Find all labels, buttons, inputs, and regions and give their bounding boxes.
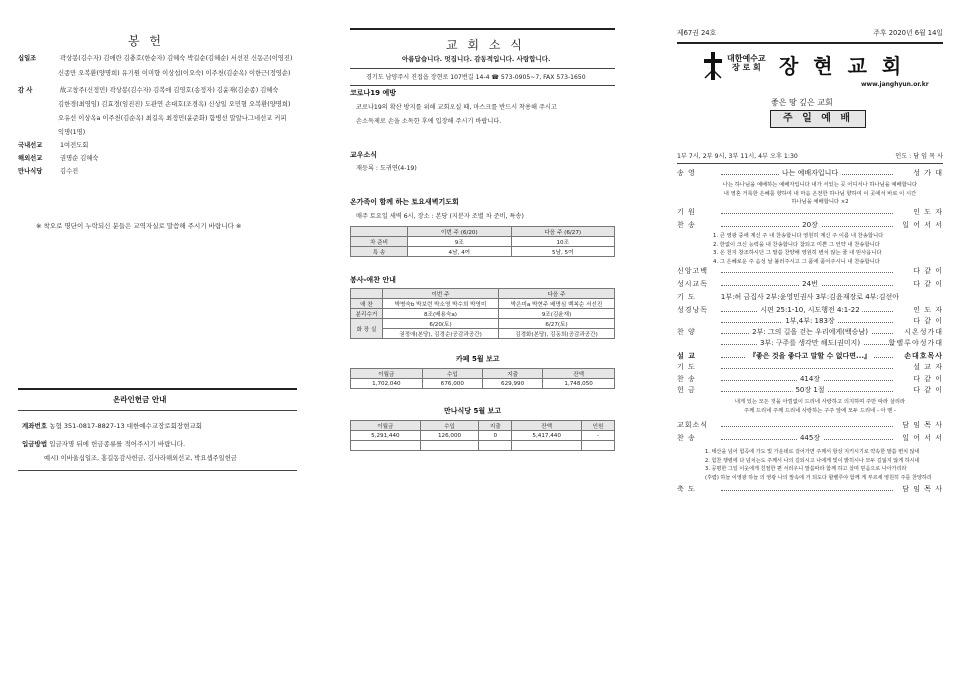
worship-times: 1부 7시, 2부 9시, 3부 11시, 4부 오후 1:30: [677, 153, 798, 160]
table-row: [351, 379, 615, 389]
table-header-row: [351, 289, 615, 299]
hymn-verse: 3. 온 천지 창조하시던 그 말씀 찬양해 영원히 변치 않는 줄 내 믿사옵니다: [713, 250, 882, 256]
table-cell: 9조(김윤재): [499, 309, 615, 319]
account-label: 계좌번호: [22, 422, 48, 430]
table-cell: 0: [479, 431, 512, 441]
table-cell: 1,748,050: [543, 379, 615, 389]
leader-dots: [721, 272, 893, 273]
offering-row-manna: [18, 166, 297, 178]
table-header: 수입: [422, 369, 482, 379]
account-number: 농협 351-0817-8827-13 대한예수교장로회장현교회: [49, 422, 203, 430]
worship-order-row: [677, 220, 943, 231]
order-item-label: 헌 금: [677, 386, 696, 394]
divider: [677, 42, 943, 44]
worship-order-row: [677, 351, 943, 362]
order-item-content: 『좋은 것을 좋다고 말할 수 없다면...』: [746, 351, 874, 362]
manna-report-title: 만나식당 5월 보고: [444, 407, 502, 415]
offering-label: 해외선교: [18, 155, 43, 162]
order-item-label: 찬 양: [677, 328, 696, 336]
prayer-table: [350, 226, 615, 257]
table-header: 다음 주 (6/27): [511, 227, 614, 237]
table-row: [351, 247, 615, 257]
table-cell: [582, 441, 615, 451]
table-header: 다음 주: [499, 289, 615, 299]
table-header: 잔액: [543, 369, 615, 379]
closing-hymn-verse: 2. 힘찬 행렬에 다 넘치는도 주께서 나의 길되시고 나에게 빛이 밝히시나 모두 길잃지 않게 하시네: [705, 457, 920, 464]
offering-hymn-line: 내게 있는 모든 것을 아낌없이 드리네 사랑하고 의지하며 주만 따라 살리라: [734, 399, 906, 405]
table-cell: 박병숙b 박보련 박소영 박수희 박영미: [382, 299, 498, 309]
leader-dots: [721, 213, 893, 214]
worship-order-row: [677, 374, 943, 385]
worship-order-row: [677, 266, 943, 277]
table-row: [351, 309, 615, 319]
closing-hymn-verse: 1. 태산을 넘어 험곡에 가도 빛 가운데로 걸어가면 주께서 항상 지키시기로 약속한 말씀 변치 않네: [705, 449, 920, 455]
denomination-line: 장 로 회: [731, 63, 761, 72]
closing-hymn-verse: (후렴) 하늘 이영광 하늘 의 영광 나의 맘속에 거 되도다 할렐루야 함께 게 부르세 영원히 주를 찬양하리: [705, 474, 932, 481]
order-item-leader: 설 교 자: [913, 363, 943, 371]
table-cell: 애 찬: [351, 299, 383, 309]
service-table: [350, 288, 615, 339]
offering-names: 1여전도회: [60, 142, 89, 149]
song-lyric: 나는 하나님을 예배하는 예배자입니다 내가 서있는 곳 어디서나 하나님을 예배합니다: [722, 182, 918, 188]
denomination-logo: [727, 54, 766, 72]
order-item-leader: 담 임 목 사: [902, 421, 943, 429]
offering-column: [0, 0, 305, 679]
table-row: [351, 237, 615, 247]
worship-order-row: [677, 362, 943, 373]
worship-order-row: [677, 207, 943, 218]
order-item-label: 찬 송: [677, 434, 696, 442]
table-header: [351, 289, 383, 299]
offering-names: 권명순 김혜숙: [60, 155, 99, 162]
table-header-row: [351, 369, 615, 379]
order-item-leader: 인 도 자: [913, 208, 943, 216]
order-item-leader: 성 가 대: [913, 169, 943, 177]
order-item-content: 나는 예배자입니다: [779, 168, 841, 179]
divider: [350, 85, 615, 86]
leader-dots: [721, 490, 893, 491]
offering-title: 봉 헌: [128, 34, 164, 48]
cafe-report-title: 카페 5월 보고: [456, 355, 500, 363]
table-cell: 화 장 실: [351, 319, 383, 339]
order-item-content: 1부,4부: 183장: [782, 316, 837, 327]
order-item-leader: 시온성가대: [904, 328, 943, 336]
leader-dots: [721, 426, 893, 427]
method-text: 입금자명 뒤에 헌금종류를 적어주시기 바랍니다.: [49, 440, 186, 448]
church-url: www.janghyun.or.kr: [861, 81, 929, 88]
method-row: [22, 438, 185, 451]
worship-order-row: [677, 385, 943, 396]
offering-note: ※ 착오로 명단이 누락되신 분들은 교역자실로 말씀해 주시기 바랍니다 ※: [36, 222, 242, 230]
offering-names: 故고창주(신정민) 곽상봉(김수자) 김복애 김영호(송정자) 김윤재(김순종) 김혜숙: [60, 87, 279, 94]
table-cell: 6/20(토): [382, 319, 498, 329]
church-name: 장 현 교 회: [779, 54, 906, 78]
table-cell: [512, 441, 582, 451]
offering-names: 김한경(최영임) 김효경(임진진) 도관연 손대호(조경옥) 신상일 오민형 오복환(양명희): [58, 101, 291, 108]
order-item-leader: 할렐루야성가대: [888, 339, 943, 347]
leader-dots: [721, 368, 893, 369]
table-row: [351, 431, 615, 441]
order-item-label: 성경낭독: [677, 306, 709, 314]
account-row: [22, 420, 202, 433]
online-offering-title: 온라인헌금 안내: [113, 395, 167, 404]
order-item-leader: 손대호목사: [904, 352, 943, 360]
church-news-column: [330, 0, 635, 679]
closing-hymn-verse: 3. 공평한 그일 이웃에게 친절한 편 서러우니 말씀따라 함께 하고 살며 믿음으로 나아가리라: [705, 466, 907, 472]
table-cell: 8조(배용숙a): [382, 309, 498, 319]
members-news: 재등록 : 도귀연(4-19): [356, 165, 417, 172]
divider: [18, 410, 297, 411]
worship-order-row: [677, 279, 943, 290]
table-header: 이번 주: [382, 289, 498, 299]
order-item-content: 414장: [797, 374, 823, 385]
offering-label: 감 사: [18, 87, 33, 94]
table-cell: [479, 441, 512, 451]
table-cell: 차 준비: [351, 237, 408, 247]
offering-label: 국내선교: [18, 142, 43, 149]
song-lyric: 하나님을 예배합니다 ×2: [791, 199, 849, 205]
order-item-label: 교회소식: [677, 421, 709, 429]
covid-line: 손소독제로 손을 소독한 후에 입장해 주시기 바랍니다.: [356, 118, 502, 125]
denomination-line: 대한예수교: [727, 54, 766, 63]
offering-label: 십일조: [18, 55, 37, 62]
table-cell: 5남, 5여: [511, 247, 614, 257]
order-item-label: 성시교독: [677, 280, 709, 288]
worship-column: [665, 0, 955, 679]
offering-names: 신종만 오복환(양명희) 유기원 이미향 이상섭(이오숙) 이주천(김순옥) 이한근(정영순): [58, 70, 291, 77]
order-item-leader: 일 어 서 서: [902, 221, 943, 229]
table-cell: [420, 441, 479, 451]
table-header: [351, 227, 408, 237]
offering-names: 오유선 이상옥a 이주천(김순옥) 최길옥 최정민(윤준화) 함병선 말알나그네선교 커피: [58, 115, 287, 122]
table-cell: 5,417,440: [512, 431, 582, 441]
offering-row-thanks: [18, 85, 297, 97]
divider: [18, 470, 297, 471]
offering-names: 김수진: [60, 168, 79, 175]
offering-hymn-line: 주께 드리네 주께 드리네 사랑하는 구주 앞에 모두 드리네 - 아 멘 -: [744, 407, 896, 414]
divider: [18, 388, 297, 390]
order-item-label: 찬 송: [677, 375, 696, 383]
worship-order-row: [677, 433, 943, 444]
worship-order-row: [677, 168, 943, 179]
table-cell: 5,291,440: [351, 431, 421, 441]
order-item-leader: 다 같 이: [913, 375, 943, 383]
order-item-content: 24번: [799, 279, 821, 290]
table-header: 잔액: [512, 421, 582, 431]
song-lyric: 내 영혼 거룩한 은혜를 향하여 내 마음 온전한 하나님 향하여 이 곳에서 바로 이 시간: [723, 190, 917, 197]
order-item-leader: 인 도 자: [913, 306, 943, 314]
order-item-content: 3부: 구주를 생각만 해도(권미지): [757, 338, 863, 349]
order-item-leader: 다 같 이: [913, 317, 943, 325]
table-row: [351, 299, 615, 309]
offering-row-tithe: [18, 53, 297, 65]
table-header: 지출: [479, 421, 512, 431]
table-cell: 629,990: [482, 379, 542, 389]
offering-row-domestic: [18, 140, 297, 152]
order-item-content: 445장: [797, 433, 823, 444]
order-item-label: 기 도: [677, 293, 696, 301]
worship-order-row: [677, 316, 943, 327]
table-cell: 1,702,040: [351, 379, 423, 389]
table-row: [351, 329, 615, 339]
order-item-leader: 담 임 목 사: [902, 485, 943, 493]
hymn-verse: 2. 한없이 크신 능력을 내 찬송합니다 참되고 미쁜 그 언약 내 찬송합니다: [713, 241, 880, 248]
table-header: 인원: [582, 421, 615, 431]
order-item-label: 설 교: [677, 352, 696, 360]
table-cell: 6/27(토): [499, 319, 615, 329]
members-news-title: 교우소식: [350, 151, 378, 159]
order-item-content: 50장 1절: [792, 385, 827, 396]
table-cell: 9조: [408, 237, 511, 247]
divider: [350, 68, 615, 69]
offering-label: 만나식당: [18, 168, 43, 175]
table-cell: 10조: [511, 237, 614, 247]
table-header-row: [351, 227, 615, 237]
table-cell: 박은미a 박현주 배명심 백복순 서선진: [499, 299, 615, 309]
cafe-table: [350, 368, 615, 389]
order-item-label: 신앙고백: [677, 267, 709, 275]
worship-order-row: [677, 338, 943, 349]
order-item-leader: 다 같 이: [913, 280, 943, 288]
offering-names: 곽상봉(김수자) 김애란 김충호(한순자) 김혜숙 박길순(김혜순) 서선진 신동곤(이영진): [60, 55, 293, 62]
divider: [677, 163, 943, 164]
table-cell: 특 송: [351, 247, 408, 257]
order-item-label: 축 도: [677, 485, 696, 493]
order-item-label: 찬 송: [677, 221, 696, 229]
order-item-label: 기 도: [677, 363, 696, 371]
method-example: 예시) 이바울십일조, 홍길동감사헌금, 김사라해외선교, 박요셉주일헌금: [44, 455, 237, 462]
table-cell: 분리수거: [351, 309, 383, 319]
offering-row-overseas: [18, 153, 297, 165]
table-cell: 김경화(본당), 김동희(공감과공간): [499, 329, 615, 339]
divider: [350, 28, 615, 30]
church-address: 경기도 남양주시 진접읍 장현로 107번길 14-4 ☎ 573-0905~7, FAX 573-1650: [366, 74, 586, 81]
order-item-leader: 다 같 이: [913, 386, 943, 394]
church-slogan: 좋은 땅 깊은 교회: [771, 98, 833, 107]
method-label: 입금방법: [22, 440, 48, 448]
order-item-content: 시편 25:1-10, 시도행전 4:1-22: [757, 305, 862, 316]
order-item-content: 2부: 그의 길을 걷는 우리에게(백승남): [749, 327, 871, 338]
order-item-content: 20장: [799, 220, 821, 231]
bulletin-date: 주후 2020년 6월 14일: [873, 29, 943, 37]
worship-order-row: [677, 327, 943, 338]
worship-order-row: [677, 292, 943, 303]
order-item-leader: 일 어 서 서: [902, 434, 943, 442]
hymn-verse: 4. 그 은혜로운 주 음성 날 불러주시고 그 품에 품어주시니 내 찬송합니다: [713, 258, 880, 265]
service-title: 봉사-애찬 안내: [350, 276, 396, 284]
welcome-text: 아름답습니다. 멋집니다. 감동적입니다. 사랑합니다.: [402, 55, 551, 63]
order-item-label: 기 원: [677, 208, 696, 216]
table-row: [351, 319, 615, 329]
cross-icon: [703, 52, 723, 80]
table-header: 지출: [482, 369, 542, 379]
covid-title: 코로나19 예방: [350, 89, 396, 97]
news-title: 교 회 소 식: [446, 38, 525, 52]
table-cell: [351, 441, 421, 451]
hymn-verse: 1. 큰 영광 중에 계신 주 내 찬송합니다 영원히 계신 주 이름 내 찬송합니다: [713, 233, 884, 239]
worship-order-row: [677, 420, 943, 431]
order-item-content: 1부:허 금집사 2부:윤영민권사 3부:김윤재장로 4부:김선아: [718, 292, 902, 303]
table-header: 이월금: [351, 369, 423, 379]
prayer-title: 온가족이 함께 하는 토요새벽기도회: [350, 198, 459, 206]
worship-title: 주 일 예 배: [770, 110, 866, 128]
table-cell: 4남, 4여: [408, 247, 511, 257]
table-header-row: [351, 421, 615, 431]
order-item-leader: 다 같 이: [913, 267, 943, 275]
table-row: [351, 441, 615, 451]
table-header: 이월금: [351, 421, 421, 431]
table-cell: -: [582, 431, 615, 441]
manna-table: [350, 420, 615, 451]
volume-number: 제67권 24호: [677, 29, 717, 37]
worship-order-row: [677, 305, 943, 316]
table-header: 이번 주 (6/20): [408, 227, 511, 237]
worship-leader: 인도 : 담 임 목 사: [895, 153, 943, 160]
table-cell: 676,000: [422, 379, 482, 389]
order-item-label: 송 영: [677, 169, 696, 177]
covid-line: 코로나19의 확산 방지를 위해 교회오실 때, 마스크를 반드시 착용해 주시고: [356, 104, 557, 111]
worship-order-row: [677, 484, 943, 495]
offering-names: 익명(1명): [58, 129, 86, 136]
table-cell: 권정애(본당), 김경순(공감과공간): [382, 329, 498, 339]
prayer-info: 매주 토요일 새벽 6시, 장소 : 본당 (지분자 조별 차 준비, 특송): [356, 213, 524, 220]
table-header: 수입: [420, 421, 479, 431]
table-cell: 126,000: [420, 431, 479, 441]
